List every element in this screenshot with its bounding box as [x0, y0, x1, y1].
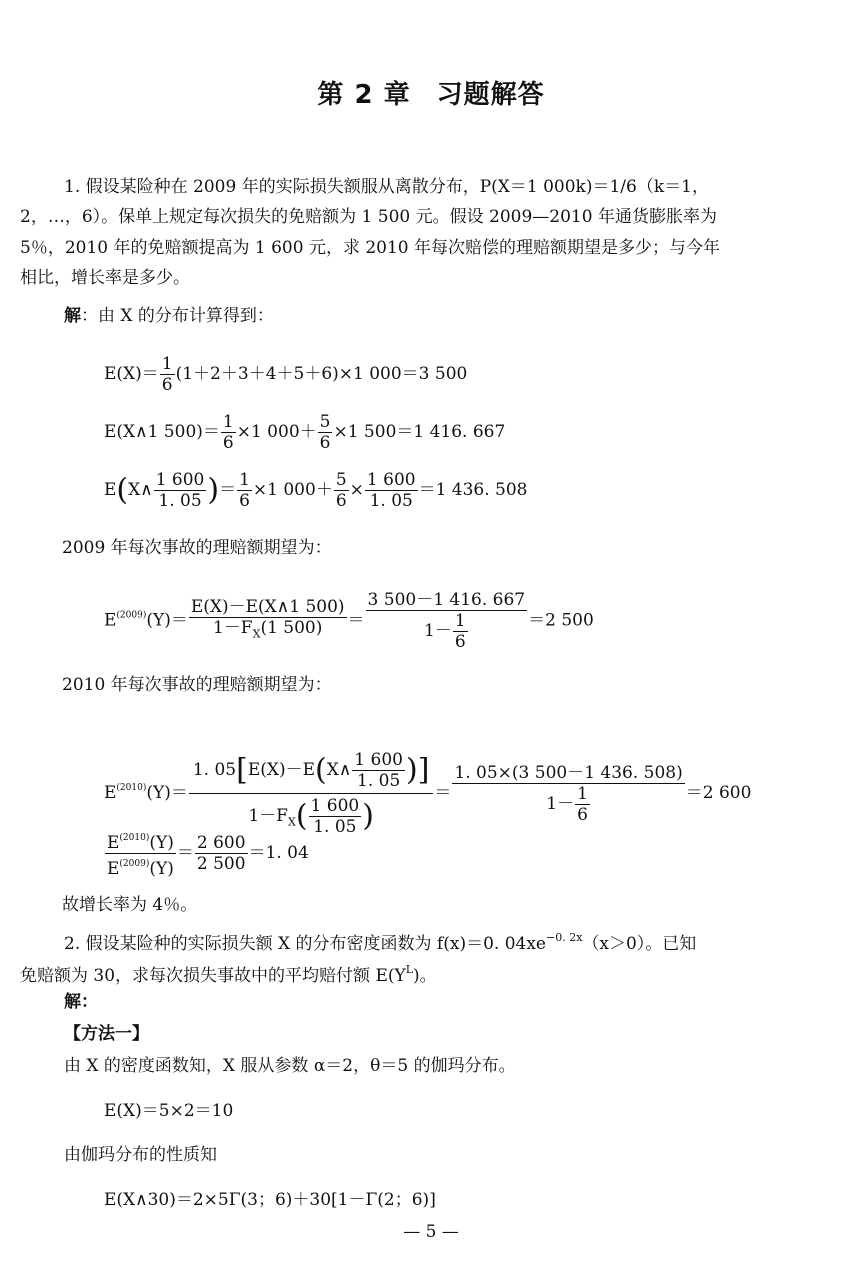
fraction	[195, 833, 248, 874]
numerator-part: E(X)－E	[247, 760, 316, 780]
problem-2-text: )。	[413, 966, 437, 986]
numerator: 1	[577, 783, 588, 804]
denominator: 1. 05	[313, 817, 357, 837]
eq2-rhs: ×1 500＝1 416. 667	[333, 422, 506, 442]
method-1-heading: 【方法一】	[64, 1024, 149, 1044]
numerator: 1 600	[366, 470, 416, 490]
right-paren: )	[207, 472, 220, 508]
numerator: 1 600	[310, 796, 360, 816]
numerator-part: E	[107, 833, 120, 853]
eq5-rhs: ＝2 600	[685, 783, 752, 803]
eq3-x: X∧	[128, 480, 153, 500]
numerator: 1 600	[354, 750, 403, 770]
fraction	[365, 470, 418, 511]
eq3-mid: ×1 000＋	[252, 480, 333, 500]
gamma-property-text: 由伽玛分布的性质知	[64, 1145, 217, 1165]
eq2-mid: ×1 000＋	[236, 422, 317, 442]
problem-2-line-2	[20, 958, 844, 988]
subscript: X	[252, 627, 261, 641]
denominator	[105, 854, 176, 879]
superscript: L	[405, 963, 414, 976]
superscript: (2010)	[119, 833, 150, 843]
fraction	[237, 470, 252, 511]
chapter-number: 第 2 章	[317, 80, 411, 110]
denominator: 1. 05	[158, 491, 202, 511]
problem-2-text: （x＞0）。已知	[582, 934, 697, 954]
left-paren: (	[116, 472, 129, 508]
equation-ex	[104, 354, 467, 395]
numerator: E(X)－E(X∧1 500)	[190, 597, 345, 618]
coefficient: 1. 05	[192, 760, 237, 780]
numerator: 5	[319, 412, 331, 432]
left-paren: (	[295, 798, 308, 834]
text-2009: 2009 年每次事故的理赔额期望为：	[62, 538, 332, 558]
numerator: 5	[335, 470, 347, 490]
eq4-lhs: (Y)＝	[146, 610, 188, 631]
problem-2-line-1	[64, 926, 696, 956]
eq1-rhs: (1＋2＋3＋4＋5＋6)×1 000＝3 500	[175, 364, 468, 384]
numerator: 1. 05×(3 500－1 436. 508)	[454, 762, 683, 783]
equation-ey-2010	[104, 748, 751, 839]
eq6-equals: ＝	[176, 843, 194, 863]
fraction	[352, 750, 405, 791]
denominator: 2 500	[196, 854, 246, 874]
equation-ex-30: E(X∧30)＝2×5Γ(3；6)＋30[1－Γ(2；6)]	[104, 1190, 436, 1210]
solution-2-label: 解：	[64, 992, 98, 1012]
numerator: 1	[222, 412, 234, 432]
denominator	[366, 611, 528, 652]
right-paren: )	[405, 752, 418, 788]
denominator: 6	[319, 433, 331, 453]
right-bracket: ]	[417, 752, 430, 788]
denominator-part: 1－	[546, 793, 575, 814]
fraction	[318, 412, 333, 453]
fraction	[366, 590, 528, 652]
problem-2-text: 2. 假设某险种的实际损失额 X 的分布密度函数为 f(x)＝0. 04xe	[64, 934, 546, 954]
page-number: — 5 —	[403, 1222, 459, 1242]
numerator	[189, 748, 434, 794]
eq5-equals: ＝	[434, 783, 452, 803]
denominator-part: 1－F	[212, 618, 253, 639]
fraction	[453, 611, 468, 652]
eq3-times: ×	[349, 480, 364, 500]
numerator: 1 600	[155, 470, 205, 490]
chapter-name: 习题解答	[436, 80, 545, 110]
fraction	[452, 763, 684, 825]
subscript: X	[287, 815, 296, 829]
denominator: 1. 05	[369, 491, 413, 511]
problem-1-line-3: 5％，2010 年的免赔额提高为 1 600 元，求 2010 年每次赔偿的理赔额期望是多少；与今年	[20, 238, 721, 258]
fraction	[189, 597, 347, 644]
eq4-rhs: ＝2 500	[528, 610, 594, 631]
equation-ratio	[104, 828, 309, 879]
eq3-equals: ＝	[219, 480, 237, 500]
denominator: 6	[161, 375, 173, 395]
denominator	[189, 618, 347, 644]
left-paren: (	[315, 752, 327, 788]
eq4-sup: (2009)	[116, 610, 147, 621]
fraction	[575, 784, 590, 825]
numerator: 3 500－1 416. 667	[367, 590, 526, 610]
problem-1-line-1: 1. 假设某险种在 2009 年的实际损失额服从离散分布，P(X＝1 000k)＝1/6（k＝1，	[64, 177, 709, 197]
denominator: 6	[454, 632, 466, 652]
solution-1-intro	[64, 304, 274, 328]
denominator: 1. 05	[357, 771, 401, 791]
problem-2-text: 免赔额为 30，求每次损失事故中的平均赔付额 E(Y	[20, 966, 406, 986]
numerator: 2 600	[196, 833, 246, 853]
problem-1-line-2: 2，…，6）。保单上规定每次损失的免赔额为 1 500 元。假设 2009—2010 年通货膨胀率为	[20, 207, 717, 227]
fraction	[160, 354, 175, 395]
eq6-rhs: ＝1. 04	[248, 843, 309, 863]
solution-label: 解	[64, 306, 81, 326]
denominator-part: (1 500)	[260, 618, 323, 639]
denominator: 6	[335, 491, 347, 511]
denominator-part: E	[107, 859, 120, 879]
numerator-part: (Y)	[149, 833, 174, 853]
denominator: 6	[222, 433, 234, 453]
eq4-e: E	[104, 610, 117, 631]
denominator-part: 1－F	[248, 806, 288, 826]
denominator	[452, 784, 684, 825]
fraction	[154, 470, 207, 511]
chapter-title	[0, 74, 862, 111]
numerator: 1	[161, 354, 173, 374]
right-paren: )	[362, 798, 374, 834]
eq3-rhs: ＝1 436. 508	[418, 480, 528, 500]
equation-ex-1600	[104, 470, 528, 511]
denominator-part: 1－	[424, 621, 452, 641]
exponent: −0. 2x	[545, 931, 583, 944]
numerator: 1	[239, 470, 250, 490]
fraction	[309, 796, 362, 837]
numerator: 1	[454, 611, 466, 631]
text-2010: 2010 年每次事故的理赔额期望为：	[62, 675, 332, 695]
solution-text: ：由 X 的分布计算得到：	[81, 306, 274, 326]
eq5-e: E	[104, 783, 117, 803]
fraction	[189, 748, 434, 839]
superscript: (2009)	[119, 859, 150, 869]
growth-rate-text: 故增长率为 4％。	[62, 895, 198, 915]
eq5-lhs: (Y)＝	[146, 783, 188, 803]
equation-ey-2009	[104, 590, 594, 652]
numerator	[105, 828, 176, 854]
eq5-sup: (2010)	[116, 783, 147, 793]
fraction	[105, 828, 176, 879]
eq2-lhs: E(X∧1 500)＝	[104, 422, 220, 442]
left-bracket: [	[236, 752, 248, 788]
equation-ex-gamma: E(X)＝5×2＝10	[104, 1101, 234, 1121]
fraction	[334, 470, 349, 511]
fraction	[221, 412, 236, 453]
eq4-equals: ＝	[347, 610, 365, 631]
problem-1-line-4: 相比，增长率是多少。	[20, 268, 190, 288]
denominator: 6	[239, 491, 250, 511]
gamma-distribution-text: 由 X 的密度函数知，X 服从参数 α＝2，θ＝5 的伽玛分布。	[64, 1056, 516, 1076]
equation-ex-1500	[104, 412, 505, 453]
numerator-part: X∧	[326, 760, 352, 780]
denominator-part: (Y)	[149, 859, 174, 879]
eq3-e: E	[104, 480, 117, 500]
denominator: 6	[577, 804, 588, 825]
eq1-lhs: E(X)＝	[104, 364, 159, 384]
